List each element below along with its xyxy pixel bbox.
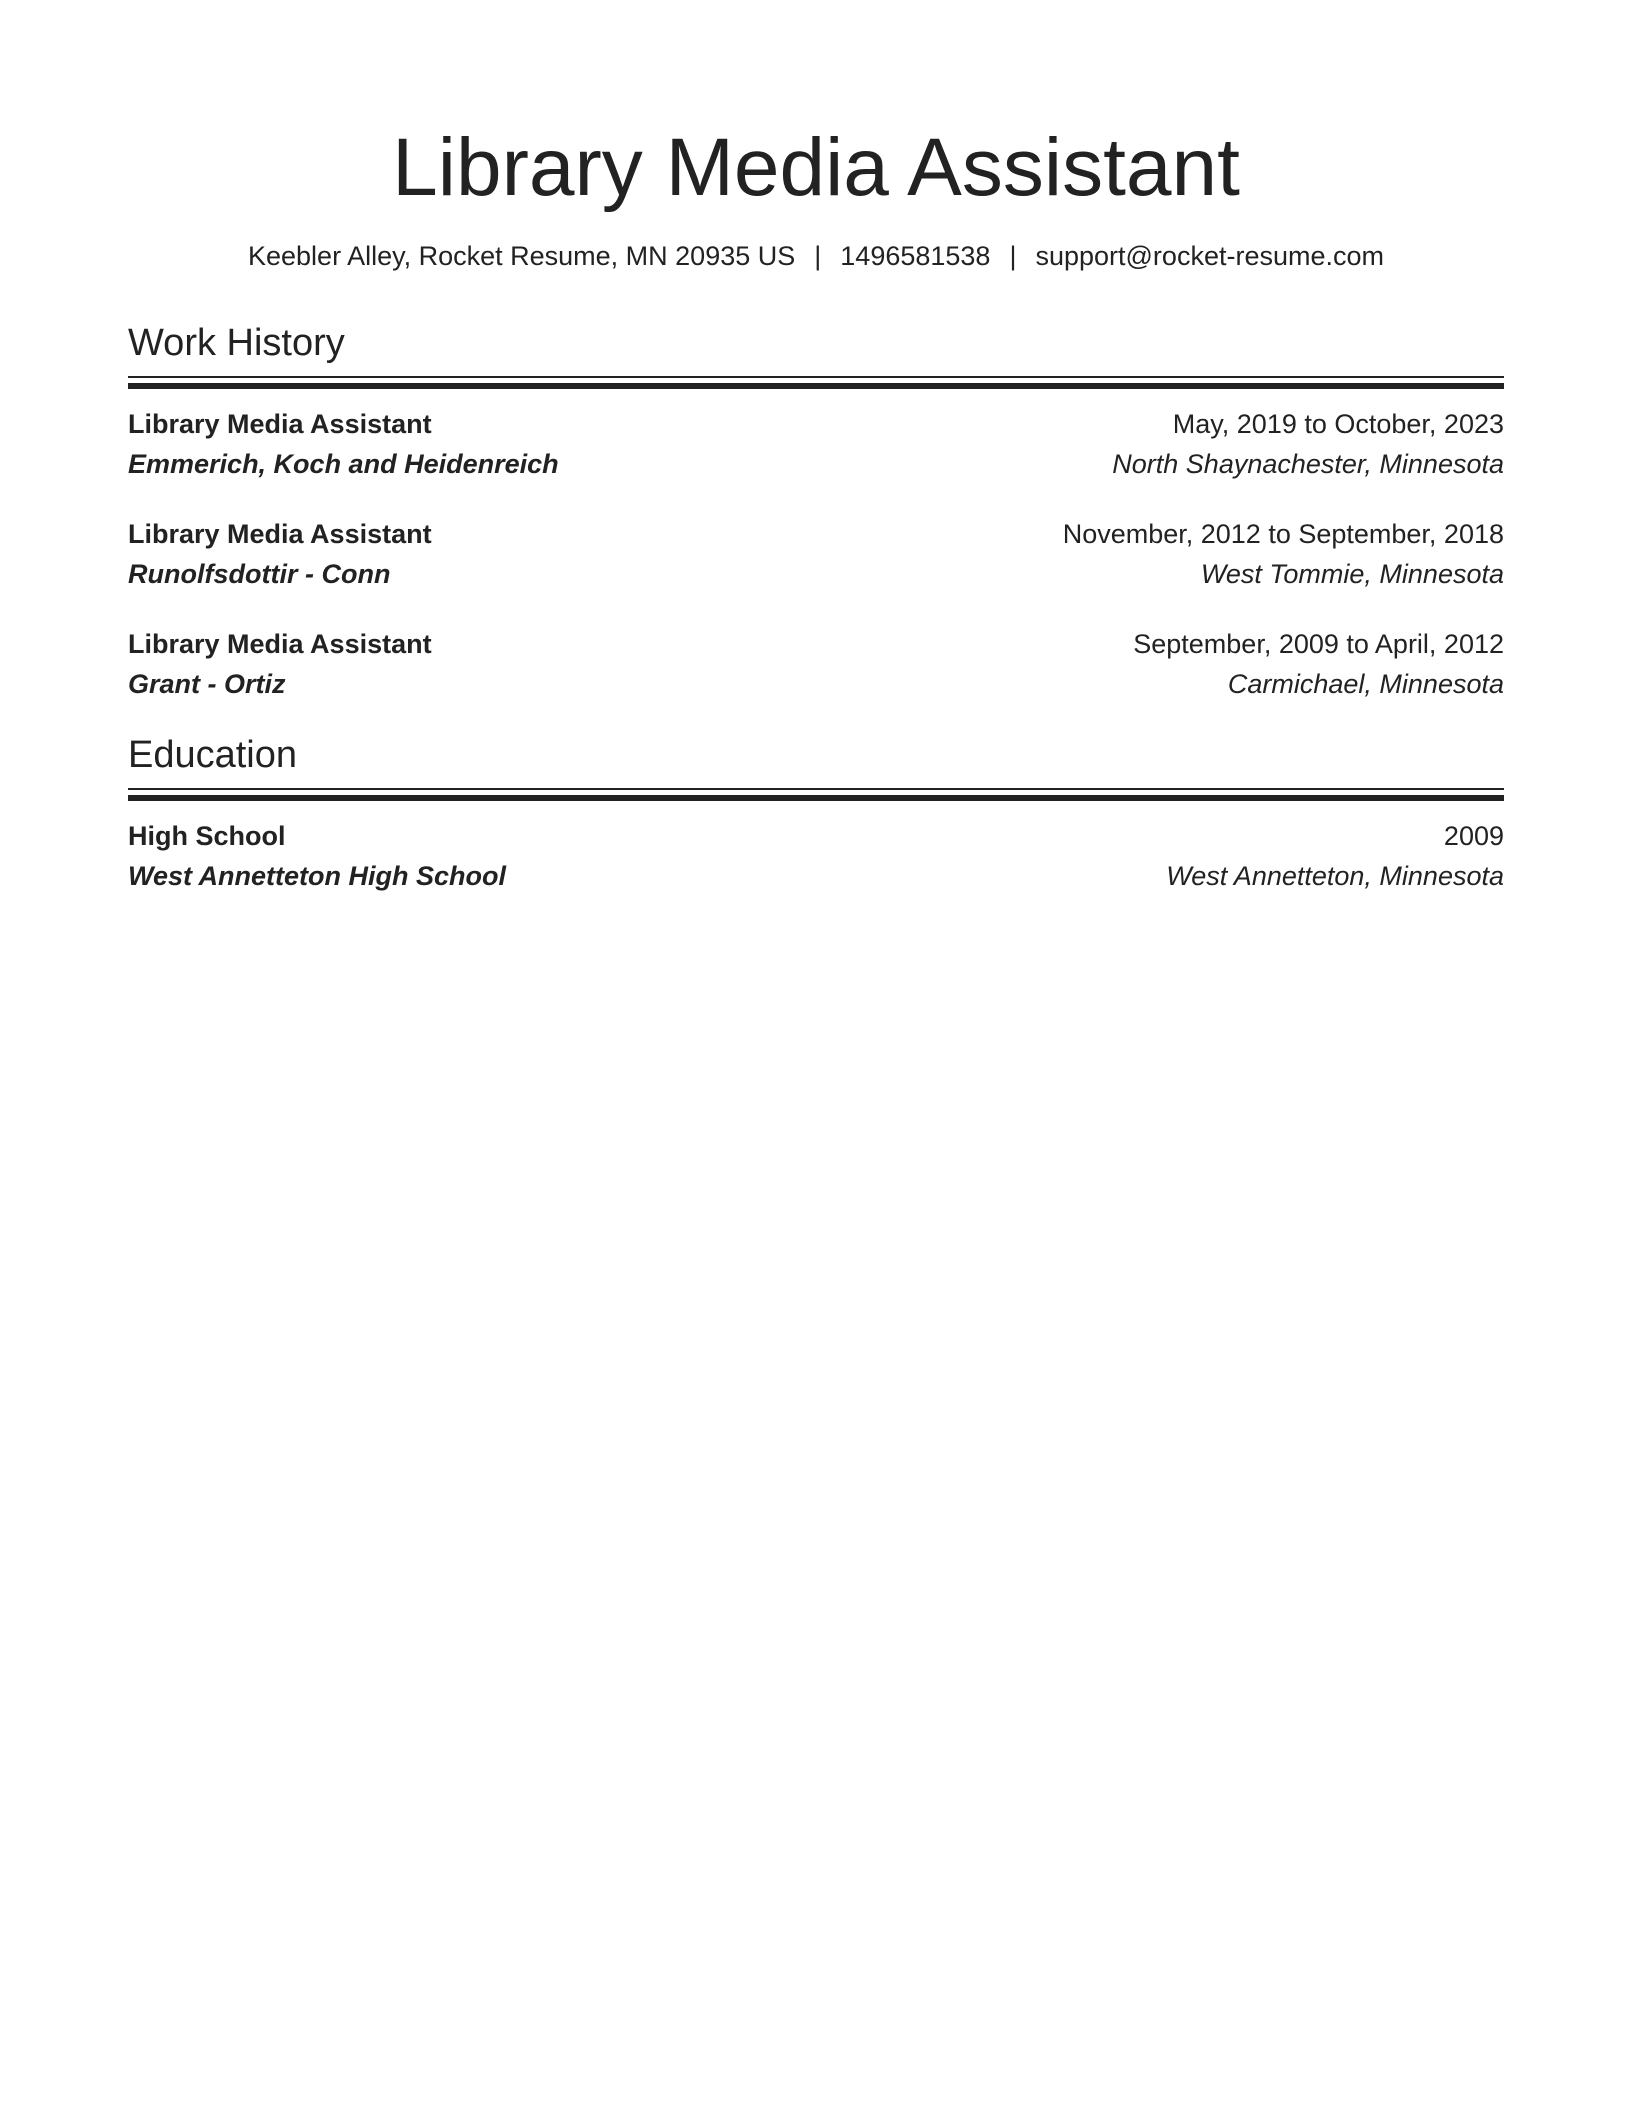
- education-list: [128, 816, 1504, 896]
- employer-name: Runolfsdottir - Conn: [128, 559, 391, 589]
- work-entry-bottom-row: [128, 664, 1504, 704]
- page-title: Library Media Assistant: [392, 122, 1240, 213]
- contact-email: support@rocket-resume.com: [1035, 241, 1384, 271]
- employer-name: Emmerich, Koch and Heidenreich: [128, 449, 559, 479]
- job-dates: May, 2019 to October, 2023: [1172, 409, 1504, 439]
- work-entry: [128, 514, 1504, 594]
- contact-separator: |: [814, 241, 822, 271]
- section-divider: [128, 376, 1504, 390]
- education-section: [128, 730, 1504, 896]
- education-entry: [128, 816, 1504, 896]
- divider-thin-line: [128, 788, 1504, 790]
- employer-name: Grant - Ortiz: [128, 669, 286, 699]
- school-name: West Annetteton High School: [128, 861, 506, 891]
- education-entry-top-row: [128, 816, 1504, 856]
- contact-phone: 1496581538: [840, 241, 991, 271]
- school-location: West Annetteton, Minnesota: [1166, 861, 1504, 891]
- contact-address: Keebler Alley, Rocket Resume, MN 20935 US: [248, 241, 796, 271]
- work-entry-bottom-row: [128, 444, 1504, 484]
- job-location: North Shaynachester, Minnesota: [1112, 449, 1504, 479]
- section-heading-work-history: Work History: [128, 322, 345, 364]
- degree-title: High School: [128, 821, 286, 851]
- job-title: Library Media Assistant: [128, 519, 432, 549]
- divider-thick-line: [128, 383, 1504, 389]
- work-entry-bottom-row: [128, 554, 1504, 594]
- contact-separator: |: [1009, 241, 1017, 271]
- work-entry-top-row: [128, 404, 1504, 444]
- work-history-section: [128, 318, 1504, 704]
- divider-thick-line: [128, 795, 1504, 801]
- work-entry-top-row: [128, 514, 1504, 554]
- job-location: West Tommie, Minnesota: [1200, 559, 1504, 589]
- job-title: Library Media Assistant: [128, 409, 432, 439]
- work-entry-top-row: [128, 624, 1504, 664]
- job-dates: November, 2012 to September, 2018: [1062, 519, 1504, 549]
- job-title: Library Media Assistant: [128, 629, 432, 659]
- divider-thin-line: [128, 376, 1504, 378]
- job-location: Carmichael, Minnesota: [1227, 669, 1504, 699]
- contact-line: [128, 236, 1504, 276]
- graduation-year: 2009: [1443, 821, 1504, 851]
- section-divider: [128, 788, 1504, 802]
- work-entry: [128, 624, 1504, 704]
- work-entry: [128, 404, 1504, 484]
- job-dates: September, 2009 to April, 2012: [1133, 629, 1504, 659]
- education-entry-bottom-row: [128, 856, 1504, 896]
- work-history-list: [128, 404, 1504, 704]
- section-heading-education: Education: [128, 734, 298, 776]
